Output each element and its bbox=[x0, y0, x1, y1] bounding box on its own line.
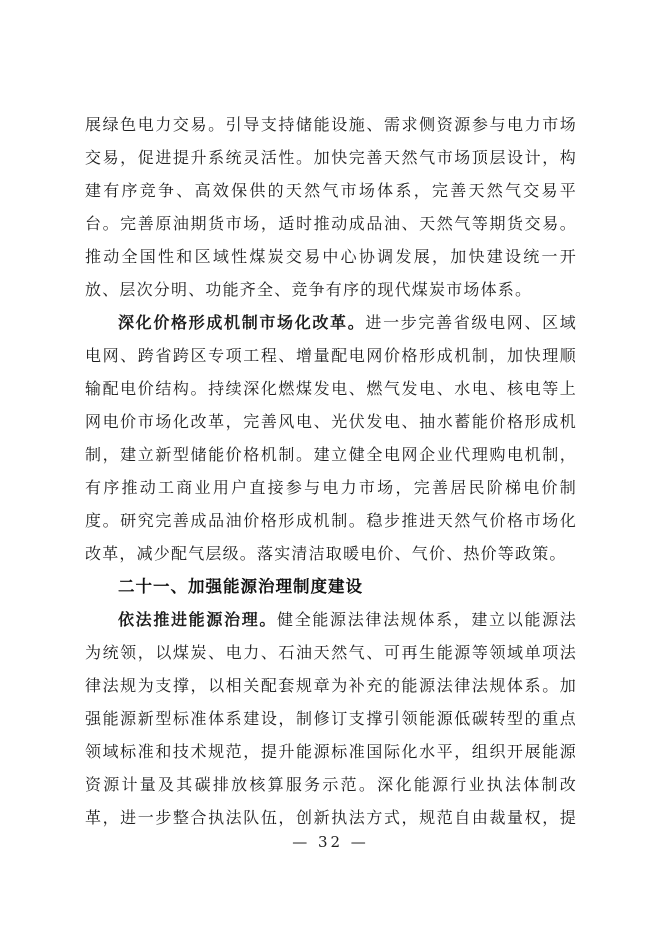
text-line: 网电价市场化改革，完善风电、光伏发电、抽水蓄能价格形成机 bbox=[85, 412, 577, 431]
text-line: 领域标准和技术规范，提升能源标准国际化水平，组织开展能源 bbox=[85, 742, 577, 761]
paragraph-price-mechanism-reform bbox=[85, 306, 577, 570]
paragraph-lead-sentence: 依法推进能源治理。 bbox=[118, 610, 278, 629]
text-line: 台。完善原油期货市场，适时推动成品油、天然气等期货交易。 bbox=[85, 214, 577, 233]
text-line: 革，进一步整合执法队伍，创新执法方式，规范自由裁量权，提 bbox=[85, 808, 577, 827]
text-line: 有序推动工商业用户直接参与电力市场，完善居民阶梯电价制 bbox=[85, 478, 577, 497]
paragraph-electricity-gas-coal-markets bbox=[85, 108, 577, 306]
text-line: 推动全国性和区域性煤炭交易中心协调发展，加快建设统一开 bbox=[85, 247, 577, 266]
paragraph-lead-sentence: 深化价格形成机制市场化改革。 bbox=[118, 313, 366, 332]
text-line: 律法规为支撑，以相关配套规章为补充的能源法律法规体系。加 bbox=[85, 676, 577, 695]
text-line: 电网、跨省跨区专项工程、增量配电网价格形成机制，加快理顺 bbox=[85, 346, 577, 365]
text-line: 度。研究完善成品油价格形成机制。稳步推进天然气价格市场化 bbox=[85, 511, 577, 530]
text-line: 放、层次分明、功能齐全、竞争有序的现代煤炭市场体系。 bbox=[85, 280, 533, 299]
text-block bbox=[85, 108, 577, 834]
text-line: 改革，减少配气层级。落实清洁取暖电价、气价、热价等政策。 bbox=[85, 544, 567, 563]
text-line: 输配电价结构。持续深化燃煤发电、燃气发电、水电、核电等上 bbox=[85, 379, 577, 398]
text-run: 健全能源法律法规体系，建立以能源法 bbox=[277, 610, 577, 629]
text-line: 交易，促进提升系统灵活性。加快完善天然气市场顶层设计，构 bbox=[85, 148, 577, 167]
text-line bbox=[85, 306, 577, 339]
text-run: 进一步完善省级电网、区域 bbox=[365, 313, 577, 332]
text-line: 建有序竞争、高效保供的天然气市场体系，完善天然气交易平 bbox=[85, 181, 577, 200]
text-line: 资源计量及其碳排放核算服务示范。深化能源行业执法体制改 bbox=[85, 775, 577, 794]
text-line: 强能源新型标准体系建设，制修订支撑引领能源低碳转型的重点 bbox=[85, 709, 577, 728]
text-line: 制，建立新型储能价格机制。建立健全电网企业代理购电机制， bbox=[85, 445, 577, 464]
text-line: 展绿色电力交易。引导支持储能设施、需求侧资源参与电力市场 bbox=[85, 115, 577, 134]
page-number: — 32 — bbox=[292, 833, 369, 851]
text-line: 为统领，以煤炭、电力、石油天然气、可再生能源等领域单项法 bbox=[85, 643, 577, 662]
paragraph-energy-governance bbox=[85, 603, 577, 834]
section-heading: 二十一、加强能源治理制度建设 bbox=[118, 577, 363, 596]
text-line bbox=[85, 603, 577, 636]
